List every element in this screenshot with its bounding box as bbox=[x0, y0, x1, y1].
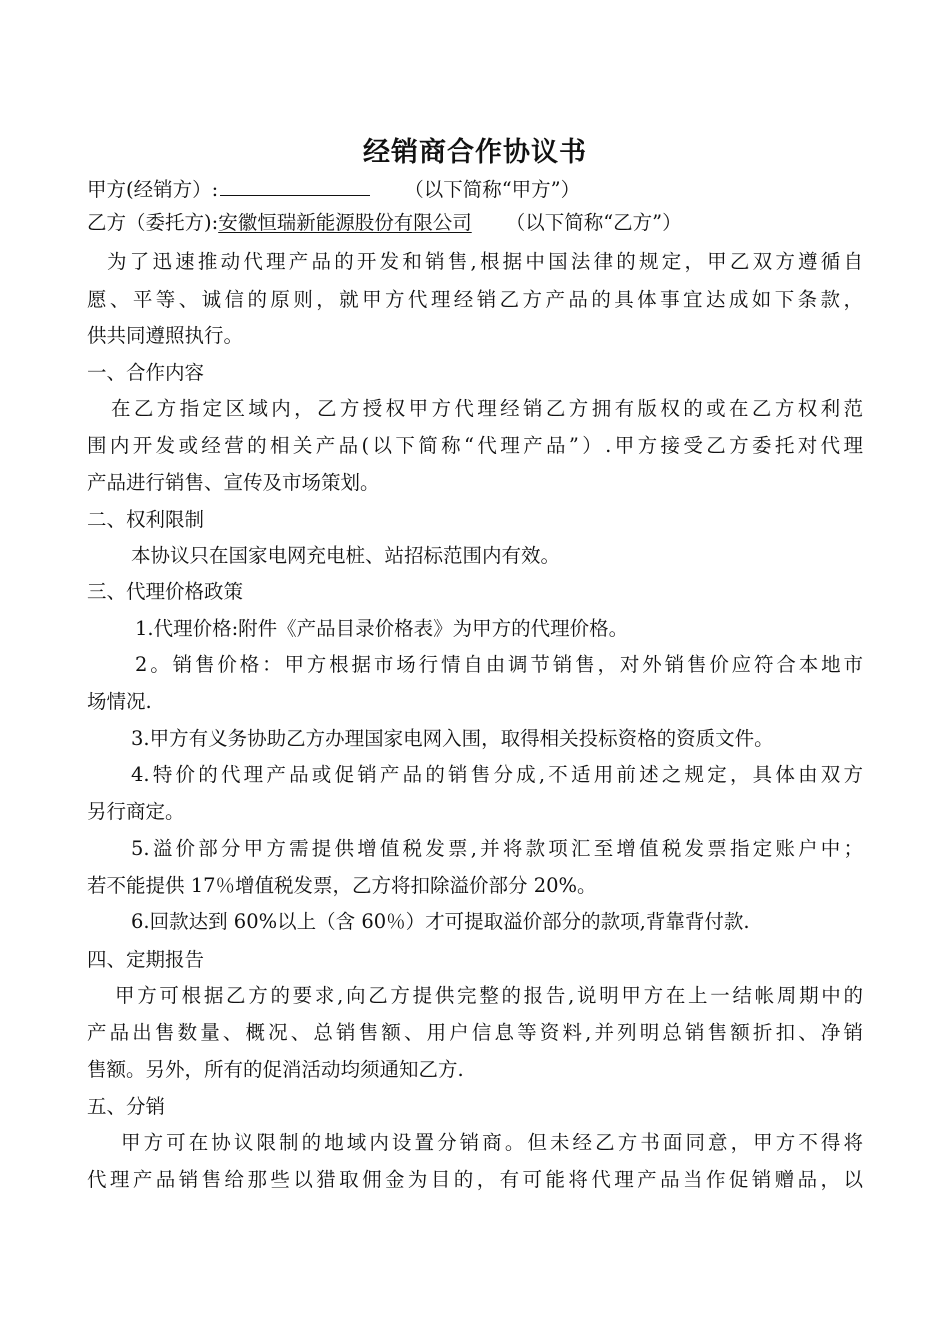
intro-line-3: 供共同遵照执行。 bbox=[87, 324, 244, 347]
section3-item-2-line-1: 2。销售价格：甲方根据市场行情自由调节销售，对外销售价应符合本地市 bbox=[135, 653, 863, 676]
section5-heading: 五、分销 bbox=[87, 1095, 166, 1118]
intro-line-2: 愿、平等、诚信的原则，就甲方代理经销乙方产品的具体事宜达成如下条款， bbox=[87, 288, 863, 311]
party-b-line bbox=[87, 213, 682, 233]
section3-item-5-line-1: 5.溢价部分甲方需提供增值税发票,并将款项汇至增值税发票指定账户中； bbox=[131, 837, 863, 860]
party-b-note: （以下简称“乙方”） bbox=[505, 211, 682, 234]
party-a-blank bbox=[220, 177, 370, 196]
section3-item-5-line-2: 若不能提供 17％增值税发票，乙方将扣除溢价部分 20%。 bbox=[87, 874, 597, 897]
section3-heading: 三、代理价格政策 bbox=[87, 580, 244, 603]
section4-line-2: 产品出售数量、概况、总销售额、用户信息等资料,并列明总销售额折扣、净销 bbox=[87, 1021, 863, 1044]
section3-item-2-line-2: 场情况. bbox=[87, 690, 152, 713]
section1-line-1: 在乙方指定区域内，乙方授权甲方代理经销乙方拥有版权的或在乙方权利范 bbox=[111, 397, 863, 420]
section2-heading: 二、权利限制 bbox=[87, 508, 205, 531]
party-b-company: 安徽恒瑞新能源股份有限公司 bbox=[218, 211, 472, 234]
section3-item-3: 3.甲方有义务协助乙方办理国家电网入围，取得相关投标资格的资质文件。 bbox=[131, 727, 774, 750]
section3-item-6: 6.回款达到 60%以上（含 60％）才可提取溢价部分的款项,背靠背付款. bbox=[131, 910, 750, 933]
section4-line-1: 甲方可根据乙方的要求,向乙方提供完整的报告,说明甲方在上一结帐周期中的 bbox=[115, 984, 863, 1007]
section1-line-3: 产品进行销售、宣传及市场策划。 bbox=[87, 471, 380, 494]
section3-item-1: 1.代理价格:附件《产品目录价格表》为甲方的代理价格。 bbox=[135, 617, 629, 640]
section1-heading: 一、合作内容 bbox=[87, 361, 205, 384]
section1-line-2: 围内开发或经营的相关产品(以下简称“代理产品”）.甲方接受乙方委托对代理 bbox=[87, 434, 863, 457]
party-a-note: （以下简称“甲方”） bbox=[404, 178, 581, 201]
intro-line-1: 为了迅速推动代理产品的开发和销售,根据中国法律的规定，甲乙双方遵循自 bbox=[107, 250, 863, 273]
party-a-label: 甲方(经销方）: bbox=[87, 178, 219, 201]
party-a-line bbox=[87, 177, 580, 200]
document-title: 经销商合作协议书 bbox=[363, 137, 587, 168]
section3-item-4-line-2: 另行商定。 bbox=[87, 800, 185, 823]
party-b-label: 乙方（委托方): bbox=[87, 211, 219, 234]
section5-line-2: 代理产品销售给那些以猎取佣金为目的，有可能将代理产品当作促销赠品，以 bbox=[87, 1168, 863, 1191]
section5-line-1: 甲方可在协议限制的地域内设置分销商。但未经乙方书面同意，甲方不得将 bbox=[121, 1131, 863, 1154]
section4-line-3: 售额。另外，所有的促消活动均须通知乙方. bbox=[87, 1058, 464, 1081]
section4-heading: 四、定期报告 bbox=[87, 948, 205, 971]
section2-line-1: 本协议只在国家电网充电桩、站招标范围内有效。 bbox=[131, 544, 561, 567]
section3-item-4-line-1: 4.特价的代理产品或促销产品的销售分成,不适用前述之规定，具体由双方 bbox=[131, 763, 863, 786]
